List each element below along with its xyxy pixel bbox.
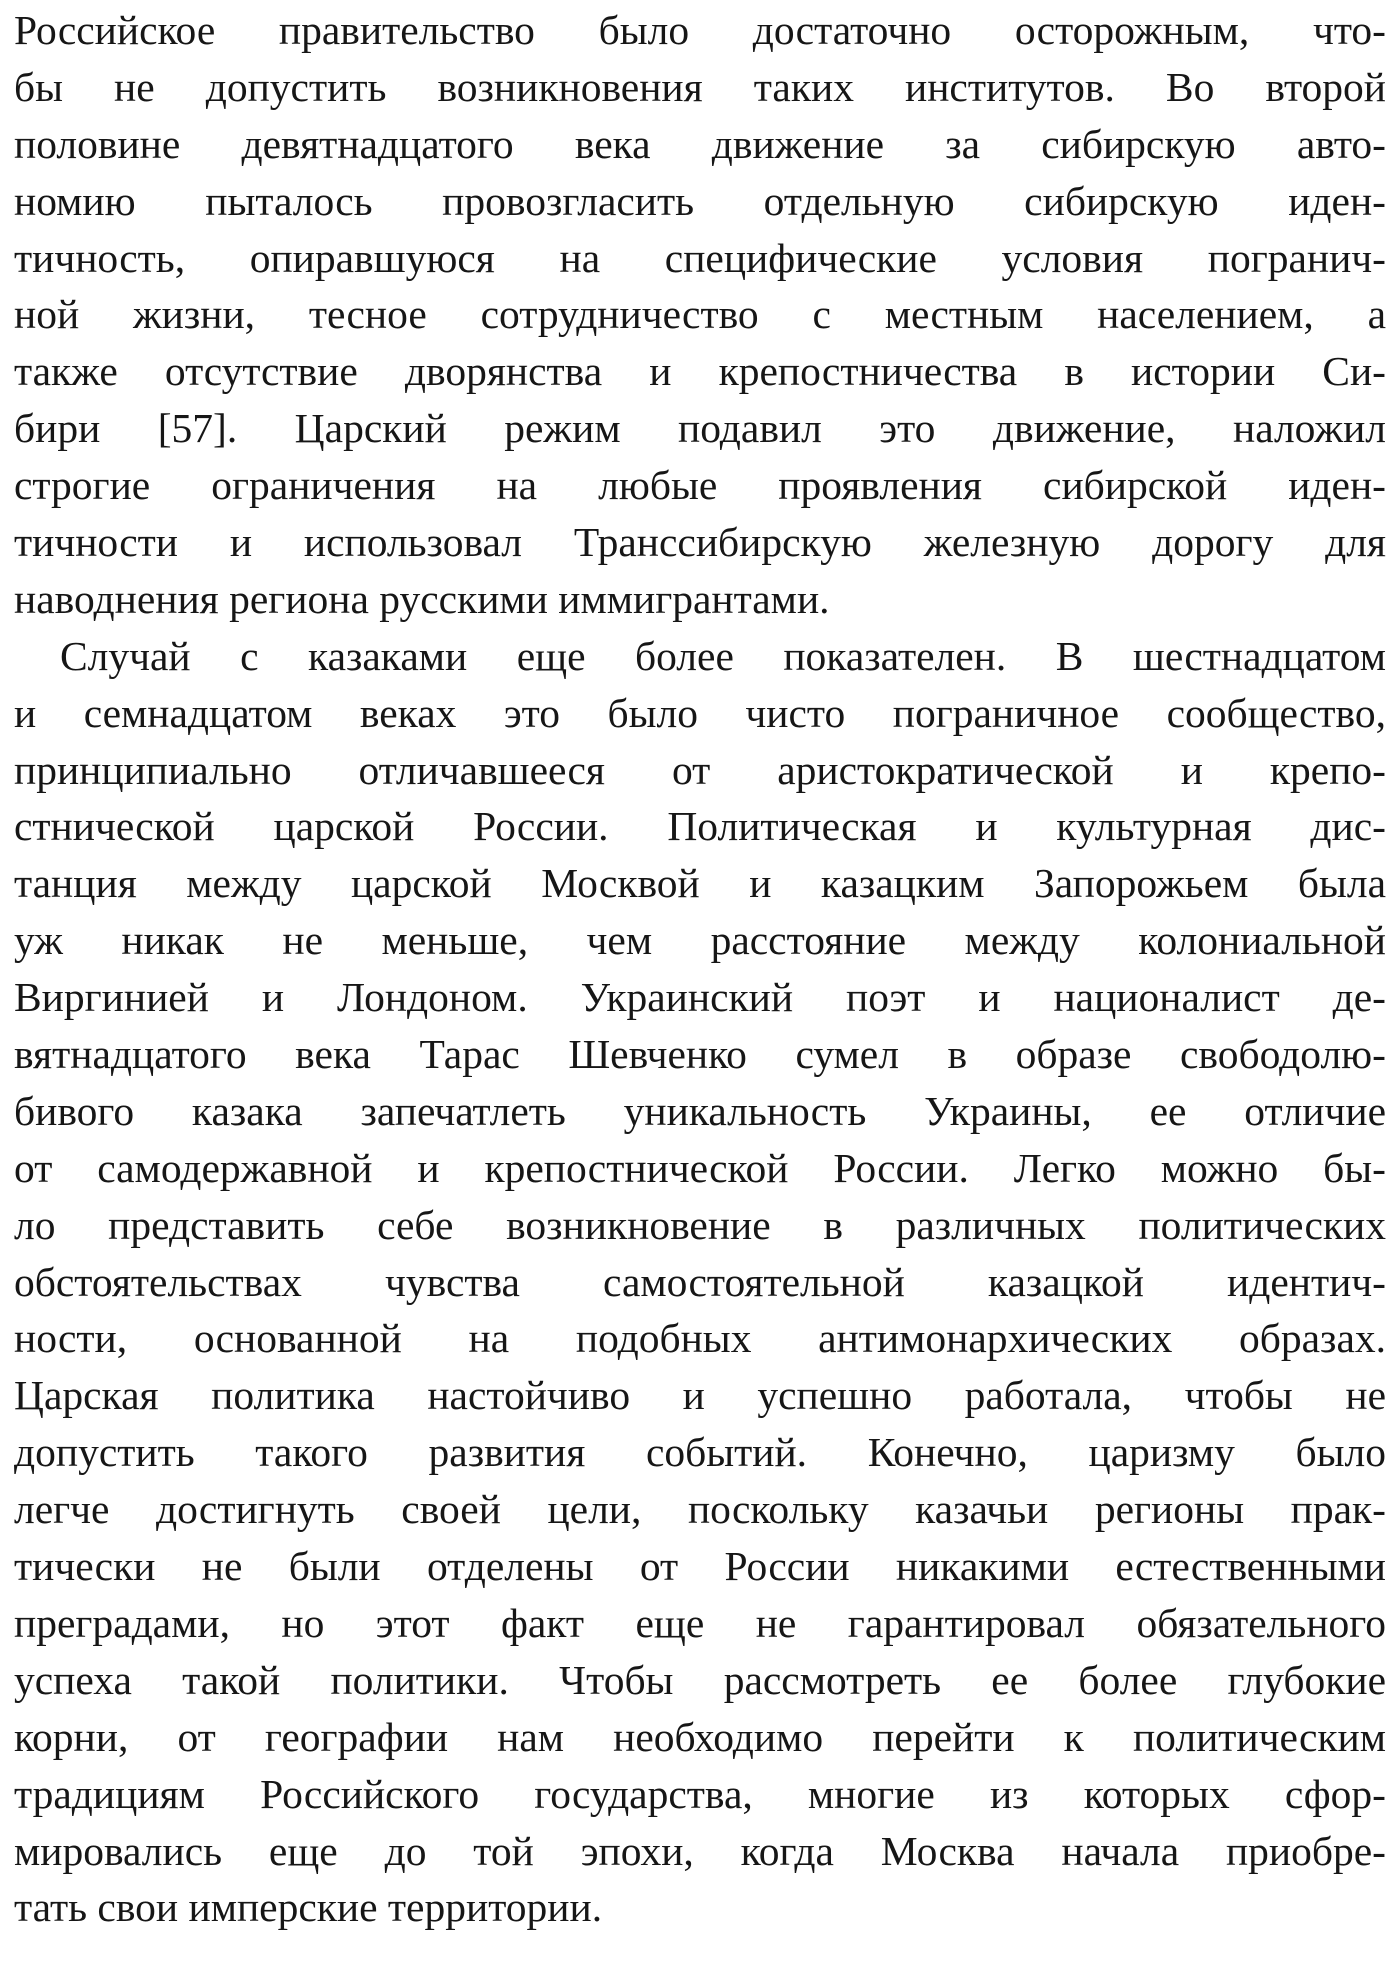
text-line: успеха такой политики. Чтобы рассмотреть ее более глубокие [14,1656,1386,1703]
paragraph-2 [14,628,1386,1936]
text-line: тичность, опиравшуюся на специфические условия погранич- [14,234,1386,281]
text-line: мировались еще до той эпохи, когда Москва начала приобре- [14,1827,1386,1874]
text-line: преградами, но этот факт еще не гарантировал обязательного [14,1599,1386,1646]
text-line: бири [57]. Царский режим подавил это движение, наложил [14,405,1386,452]
text-line: тически не были отделены от России никакими естественными [14,1543,1386,1590]
text-line: традициям Российского государства, многие из которых сфор- [14,1770,1386,1817]
body-text [14,2,1386,1936]
text-line: ло представить себе возникновение в различных политических [14,1201,1386,1248]
text-line: ности, основанной на подобных антимонархических образах. [14,1315,1386,1362]
text-line: половине девятнадцатого века движение за сибирскую авто- [14,120,1386,167]
text-line: Виргинией и Лондоном. Украинский поэт и националист де- [14,974,1386,1021]
text-line: ной жизни, тесное сотрудничество с местным населением, а [14,291,1386,338]
text-line: строгие ограничения на любые проявления сибирской иден- [14,462,1386,509]
text-line: легче достигнуть своей цели, поскольку казачьи регионы прак- [14,1486,1386,1533]
text-line: уж никак не меньше, чем расстояние между колониальной [14,917,1386,964]
text-line: также отсутствие дворянства и крепостничества в истории Си- [14,348,1386,395]
text-line: танция между царской Москвой и казацким Запорожьем была [14,860,1386,907]
text-line: принципиально отличавшееся от аристократической и крепо- [14,746,1386,793]
text-line: номию пыталось провозгласить отдельную сибирскую иден- [14,177,1386,224]
text-line: Российское правительство было достаточно осторожным, что- [14,7,1386,53]
text-line: тичности и использовал Транссибирскую железную дорогу для [14,519,1386,566]
text-line: вятнадцатого века Тарас Шевченко сумел в образе свободолю- [14,1031,1386,1078]
text-line: обстоятельствах чувства самостоятельной казацкой идентич- [14,1258,1386,1305]
text-line: тать свои имперские территории. [14,1884,603,1931]
text-line: бивого казака запечатлеть уникальность Украины, ее отличие [14,1087,1386,1134]
text-line: допустить такого развития событий. Конечно, царизму было [14,1429,1386,1476]
text-line: от самодержавной и крепостнической России. Легко можно бы- [14,1144,1386,1191]
text-line: Царская политика настойчиво и успешно работала, чтобы не [14,1372,1386,1419]
text-line: корни, от географии нам необходимо перейти к политическим [14,1713,1386,1760]
text-line: стнической царской России. Политическая и культурная дис- [14,803,1386,850]
text-line: наводнения региона русскими иммигрантами. [14,575,830,622]
text-line: бы не допустить возникновения таких институтов. Во второй [14,63,1386,110]
paragraph-1 [14,2,1386,628]
text-line: Случай с казаками еще более показателен. В шестнадцатом [60,632,1386,679]
text-line: и семнадцатом веках это было чисто пограничное сообщество, [14,689,1386,736]
